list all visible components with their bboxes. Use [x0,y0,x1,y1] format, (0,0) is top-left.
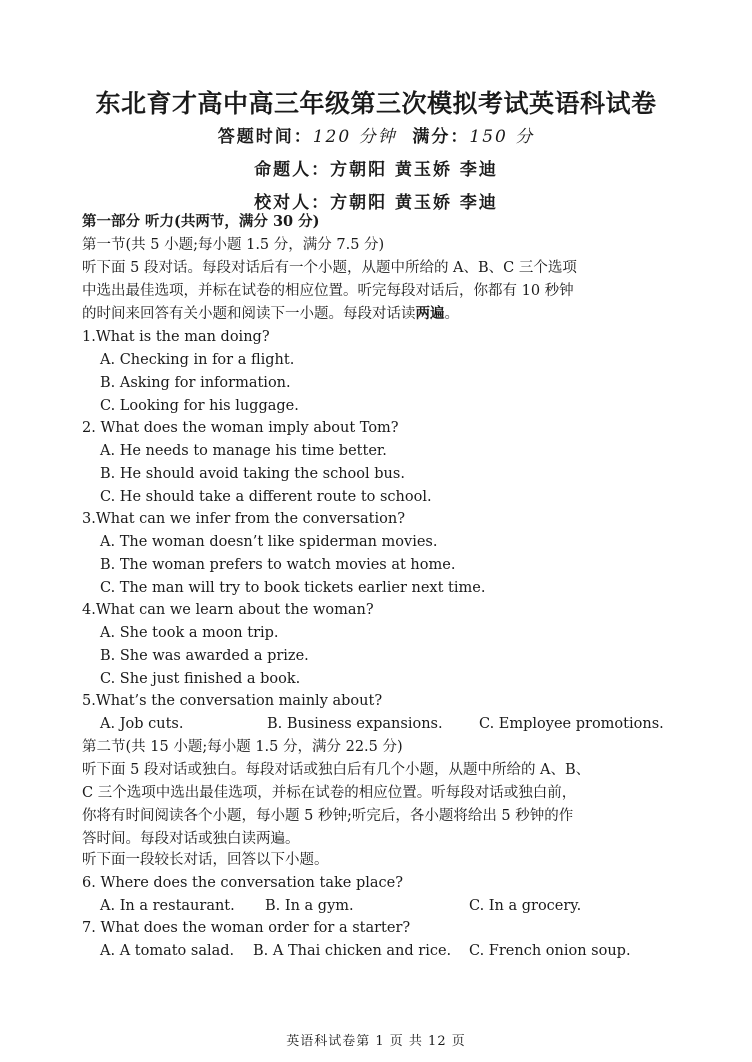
answer-option: A. Job cuts. [100,716,184,732]
answer-option: B. He should avoid taking the school bus. [100,466,405,482]
answer-option: B. A Thai chicken and rice. [253,943,452,959]
instruction-emphasis: 两遍 [415,305,445,322]
score-value: 150 分 [469,127,535,147]
section1-instruction-line: 中选出最佳选项，并标在试卷的相应位置。听完每段对话后，你都有 10 秒钟 [82,283,574,299]
question-stem: 3.What can we infer from the conversation? [82,511,405,527]
page-footer: 英语科试卷第 1 页 共 12 页 [286,1034,466,1049]
part1-heading: 第一部分 听力(共两节，满分 30 分) [82,213,320,230]
score-label: 满分： [412,127,470,147]
answer-option: C. She just finished a book. [100,671,301,687]
question-stem: 7. What does the woman order for a starter? [82,920,411,936]
section2-heading: 第二节(共 15 小题;每小题 1.5 分，满分 22.5 分) [82,739,403,755]
answer-option: B. Business expansions. [267,716,443,732]
answer-option: A. A tomato salad. [100,943,235,959]
answer-option: B. The woman prefers to watch movies at home. [100,557,456,573]
answer-option: C. French onion soup. [469,943,631,959]
time-value: 120 分钟 [312,127,397,147]
section1-instruction-line: 听下面 5 段对话。每段对话后有一个小题，从题中所给的 A、B、C 三个选项 [82,260,577,276]
question-stem: 6. Where does the conversation take place? [82,875,403,891]
answer-option: A. She took a moon trip. [100,625,279,641]
section1-heading: 第一节(共 5 小题;每小题 1.5 分，满分 7.5 分) [82,237,385,253]
instruction-text: 的时间来回答有关小题和阅读下一小题。每段对话读 [82,306,416,322]
section2-instruction-line: C 三个选项中选出最佳选项，并标在试卷的相应位置。听每段对话或独白前， [82,785,577,801]
instruction-text: 。 [444,306,459,322]
answer-option: A. He needs to manage his time better. [100,443,387,459]
exam-title: 东北育才高中高三年级第三次模拟考试英语科试卷 [95,89,657,118]
answer-option: B. She was awarded a prize. [100,648,309,664]
answer-option: C. In a grocery. [469,898,582,914]
section2-instruction-line: 听下面一段较长对话，回答以下小题。 [82,852,329,868]
answer-option: A. Checking in for a flight. [100,352,295,368]
answer-option: C. Looking for his luggage. [100,398,299,414]
time-score-line [0,122,752,147]
answer-option: C. He should take a different route to school. [100,489,432,505]
answer-option: B. Asking for information. [100,375,291,391]
question-stem: 2. What does the woman imply about Tom? [82,420,399,436]
answer-option: A. In a restaurant. [100,898,235,914]
author-line: 命题人：方朝阳 黄玉娇 李迪 [254,160,498,180]
answer-option: C. The man will try to book tickets earlier next time. [100,580,486,596]
answer-option: A. The woman doesn’t like spiderman movies. [100,534,438,550]
section2-instruction-line: 听下面 5 段对话或独白。每段对话或独白后有几个小题，从题中所给的 A、B、 [82,762,591,778]
section2-instruction-line: 你将有时间阅读各个小题，每小题 5 秒钟;听完后，各小题将给出 5 秒钟的作 [82,808,574,824]
question-stem: 1.What is the man doing? [82,329,270,345]
section1-instruction-line [82,304,459,324]
answer-option: B. In a gym. [265,898,354,914]
question-stem: 5.What’s the conversation mainly about? [82,693,383,709]
section2-instruction-line: 答时间。每段对话或独白读两遍。 [82,831,300,847]
answer-option: C. Employee promotions. [479,716,664,732]
question-stem: 4.What can we learn about the woman? [82,602,374,618]
proofreader-line: 校对人：方朝阳 黄玉娇 李迪 [254,193,498,213]
time-label: 答题时间： [217,127,313,147]
